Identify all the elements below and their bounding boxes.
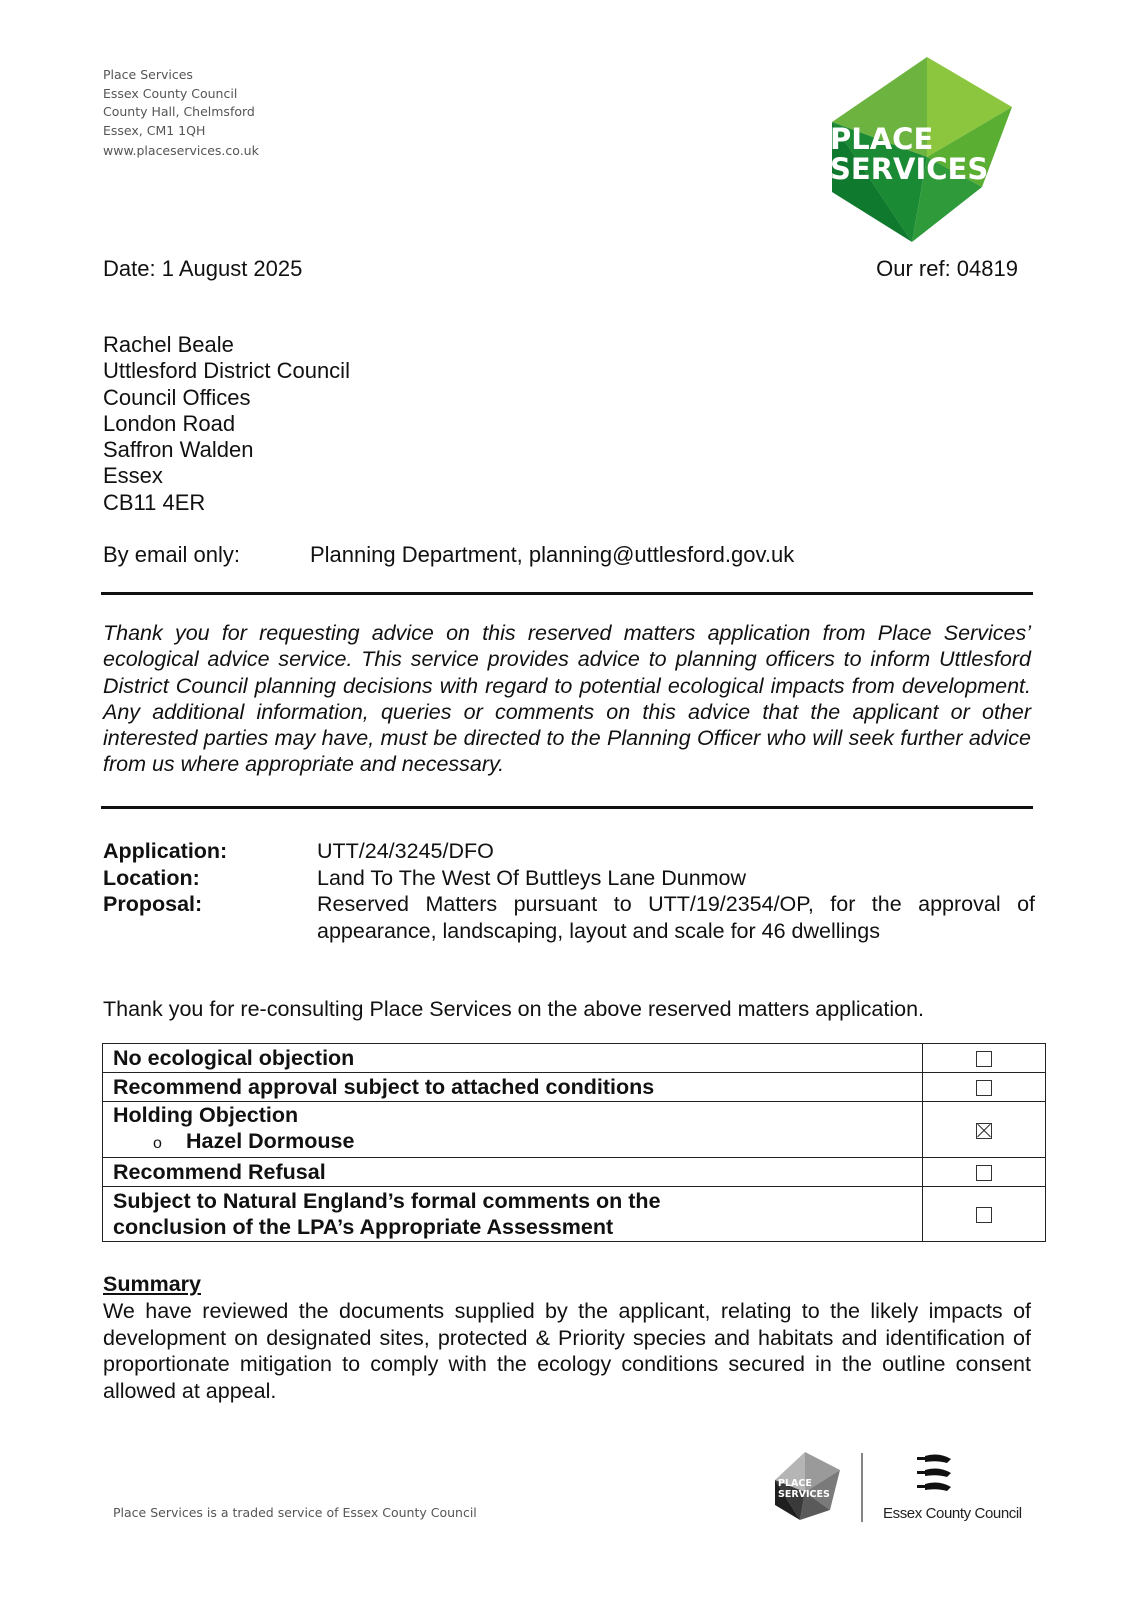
- bullet-icon: o: [153, 1135, 162, 1152]
- sender-line: Place Services: [103, 67, 193, 82]
- footer-ps-line2: SERVICES: [778, 1489, 830, 1500]
- summary-heading: Summary: [103, 1272, 201, 1296]
- addressee-line: Rachel Beale: [103, 332, 234, 357]
- outcome-label: Recommend Refusal: [103, 1158, 923, 1187]
- summary-paragraph: We have reviewed the documents supplied by the applicant, relating to the likely impacts of development on designated sites, protected & Priority species and habitats and identification of proportionate mitigation to comply with the ecology conditions secured in the outline consent allowed at appeal.: [103, 1299, 1031, 1403]
- addressee-line: Uttlesford District Council: [103, 358, 350, 384]
- table-row: [103, 1044, 1046, 1073]
- outcome-label: Holding Objection: [113, 1103, 299, 1127]
- proposal-label: Proposal:: [103, 892, 203, 916]
- sender-address: [103, 66, 259, 161]
- place-services-logo: [832, 57, 1032, 247]
- application-details: [103, 838, 1035, 944]
- unchecked-checkbox-icon[interactable]: [976, 1051, 992, 1067]
- table-row: [103, 1158, 1046, 1187]
- email-label: By email only:: [103, 542, 240, 567]
- outcome-label: Subject to Natural England’s formal comments on the conclusion of the LPA’s Appropriate Assessment: [103, 1187, 923, 1242]
- divider: [101, 592, 1033, 595]
- email-value[interactable]: Planning Department, planning@uttlesford.gov.uk: [310, 542, 795, 567]
- addressee-line: CB11 4ER: [103, 489, 206, 515]
- unchecked-checkbox-icon[interactable]: [976, 1207, 992, 1223]
- unchecked-checkbox-icon[interactable]: [976, 1080, 992, 1096]
- footer-ps-line1: PLACE: [778, 1478, 812, 1489]
- footer-logos: [775, 1450, 1025, 1540]
- footer-logos-icon: [775, 1450, 1025, 1540]
- ecc-label: Essex County Council: [883, 1505, 1022, 1522]
- sender-line: Essex County Council: [103, 85, 238, 101]
- table-row: [103, 1187, 1046, 1242]
- addressee-line: London Road: [103, 410, 236, 436]
- sender-line: Essex, CM1 1QH: [103, 122, 206, 138]
- sender-line: County Hall, Chelmsford: [103, 104, 255, 119]
- table-row: [103, 1073, 1046, 1102]
- application-label: Application:: [103, 839, 228, 863]
- location-label: Location:: [103, 865, 200, 890]
- location-value: Land To The West Of Buttleys Lane Dunmow: [317, 865, 747, 890]
- place-services-logo-icon: [832, 57, 1032, 247]
- proposal-row: [103, 891, 1035, 944]
- outcome-sub-item: [113, 1128, 912, 1157]
- checked-checkbox-icon[interactable]: [976, 1123, 992, 1139]
- footer-text: Place Services is a traded service of Essex County Council: [113, 1505, 477, 1520]
- addressee-line: Essex: [103, 463, 163, 489]
- sender-website-link[interactable]: www.placeservices.co.uk: [103, 143, 259, 158]
- email-row: [103, 542, 794, 568]
- application-row: [103, 838, 1035, 865]
- our-ref: Our ref: 04819: [876, 256, 1018, 281]
- logo-line2: SERVICES: [832, 152, 989, 186]
- outcome-label: No ecological objection: [103, 1044, 923, 1073]
- outcome-label: Recommend approval subject to attached conditions: [103, 1073, 923, 1102]
- essex-seaxes-icon: [917, 1455, 951, 1491]
- outcome-sub-label: Hazel Dormouse: [186, 1129, 355, 1153]
- outcome-table: [102, 1043, 1046, 1242]
- addressee-line: Council Offices: [103, 384, 251, 410]
- thanks-paragraph: Thank you for re-consulting Place Services on the above reserved matters application.: [103, 997, 925, 1021]
- letter-date: Date: 1 August 2025: [103, 256, 303, 281]
- addressee-block: [103, 332, 350, 516]
- location-row: [103, 865, 1035, 892]
- application-value: UTT/24/3245/DFO: [317, 839, 494, 863]
- intro-paragraph: Thank you for requesting advice on this reserved matters application from Place Services’ ecological advice service. This service provides advice to planning officers to inform Uttlesford District Council planning decisions with regard to potential ecological impacts from development. Any additional information, queries or comments on this advice that the applicant or other interested parties may have, must be directed to the Planning Officer who will seek further advice from us where appropriate and necessary.: [103, 621, 1031, 777]
- unchecked-checkbox-icon[interactable]: [976, 1165, 992, 1181]
- table-row: [103, 1102, 1046, 1158]
- addressee-line: Saffron Walden: [103, 437, 254, 463]
- proposal-value: Reserved Matters pursuant to UTT/19/2354/OP, for the approval of appearance, landscaping, layout and scale for 46 dwellings: [317, 892, 1035, 943]
- divider: [101, 806, 1033, 809]
- logo-line1: PLACE: [832, 122, 934, 156]
